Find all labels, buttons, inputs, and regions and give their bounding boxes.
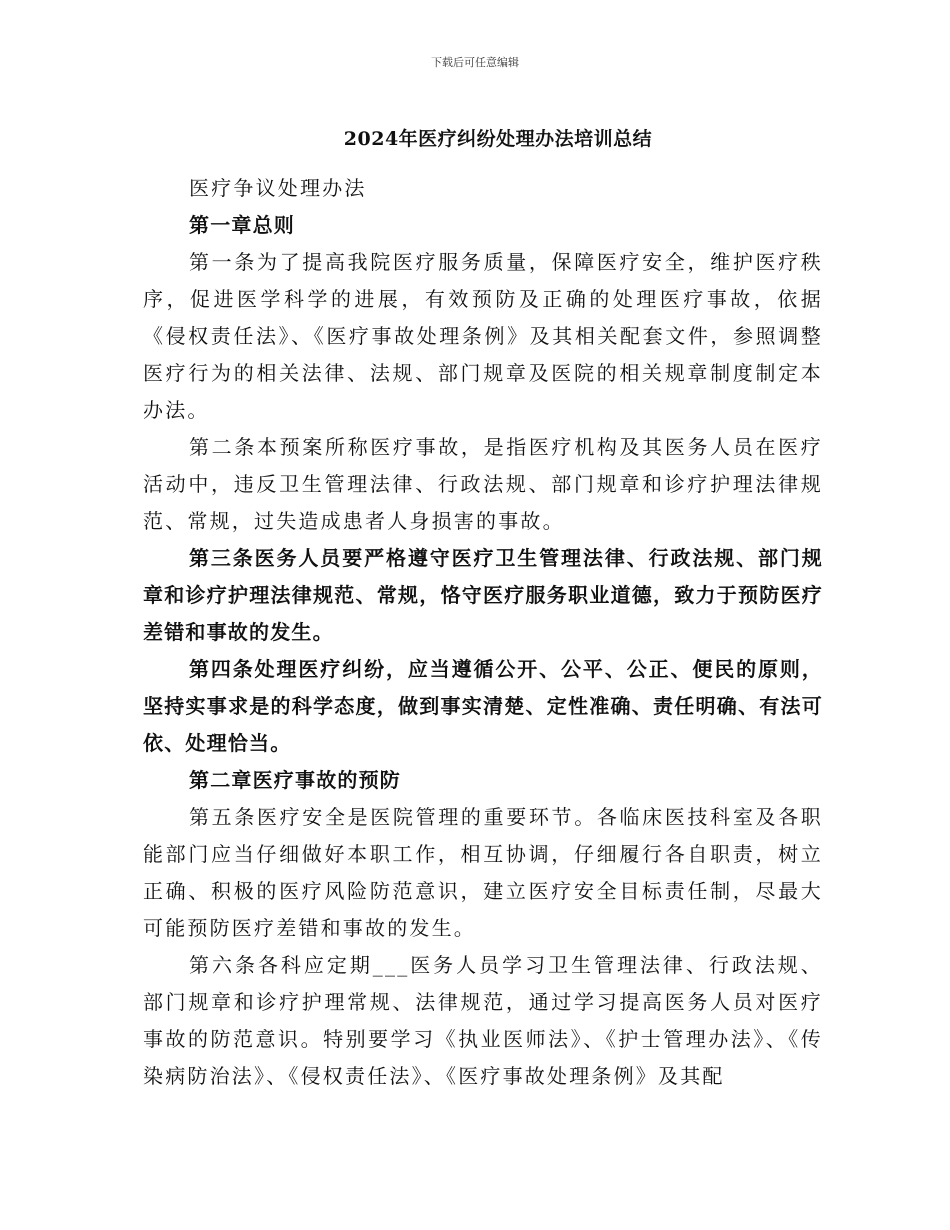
article-6: 第六条各科应定期___医务人员学习卫生管理法律、行政法规、部门规章和诊疗护理常规、法律规范，通过学习提高医务人员对医疗事故的防范意识。特别要学习《执业医师法》、《护士管理办法》、《传染病防治法》、《侵权责任法》、《医疗事故处理条例》及其配 [143,953,823,1088]
article-2: 第二条本预案所称医疗事故，是指医疗机构及其医务人员在医疗活动中，违反卫生管理法律、行政法规、部门规章和诊疗护理法律规范、常规，过失造成患者人身损害的事故。 [143,435,823,533]
article-5: 第五条医疗安全是医院管理的重要环节。各临床医技科室及各职能部门应当仔细做好本职工作，相互协调，仔细履行各自职责，树立正确、积极的医疗风险防范意识，建立医疗安全目标责任制，尽最大可能预防医疗差错和事故的发生。 [143,805,823,940]
header-note: 下载后可任意编辑 [431,56,519,69]
article-1: 第一条为了提高我院医疗服务质量，保障医疗安全，维护医疗秩序，促进医学科学的进展，有效预防及正确的处理医疗事故，依据《侵权责任法》、《医疗事故处理条例》及其相关配套文件，参照调整医疗行为的相关法律、法规、部门规章及医院的相关规章制度制定本办法。 [143,250,823,422]
chapter-heading-1: 第一章总则 [189,213,295,237]
document-body [143,170,823,1095]
article-3: 第三条医务人员要严格遵守医疗卫生管理法律、行政法规、部门规章和诊疗护理法律规范、常规，恪守医疗服务职业道德，致力于预防医疗差错和事故的发生。 [143,546,823,644]
chapter-heading-2: 第二章医疗事故的预防 [189,768,401,792]
article-4: 第四条处理医疗纠纷，应当遵循公开、公平、公正、便民的原则，坚持实事求是的科学态度，做到事实清楚、定性准确、责任明确、有法可依、处理恰当。 [143,657,823,755]
paragraph-subtitle: 医疗争议处理办法 [189,176,367,200]
document-title: 2024年医疗纠纷处理办法培训总结 [343,128,653,150]
